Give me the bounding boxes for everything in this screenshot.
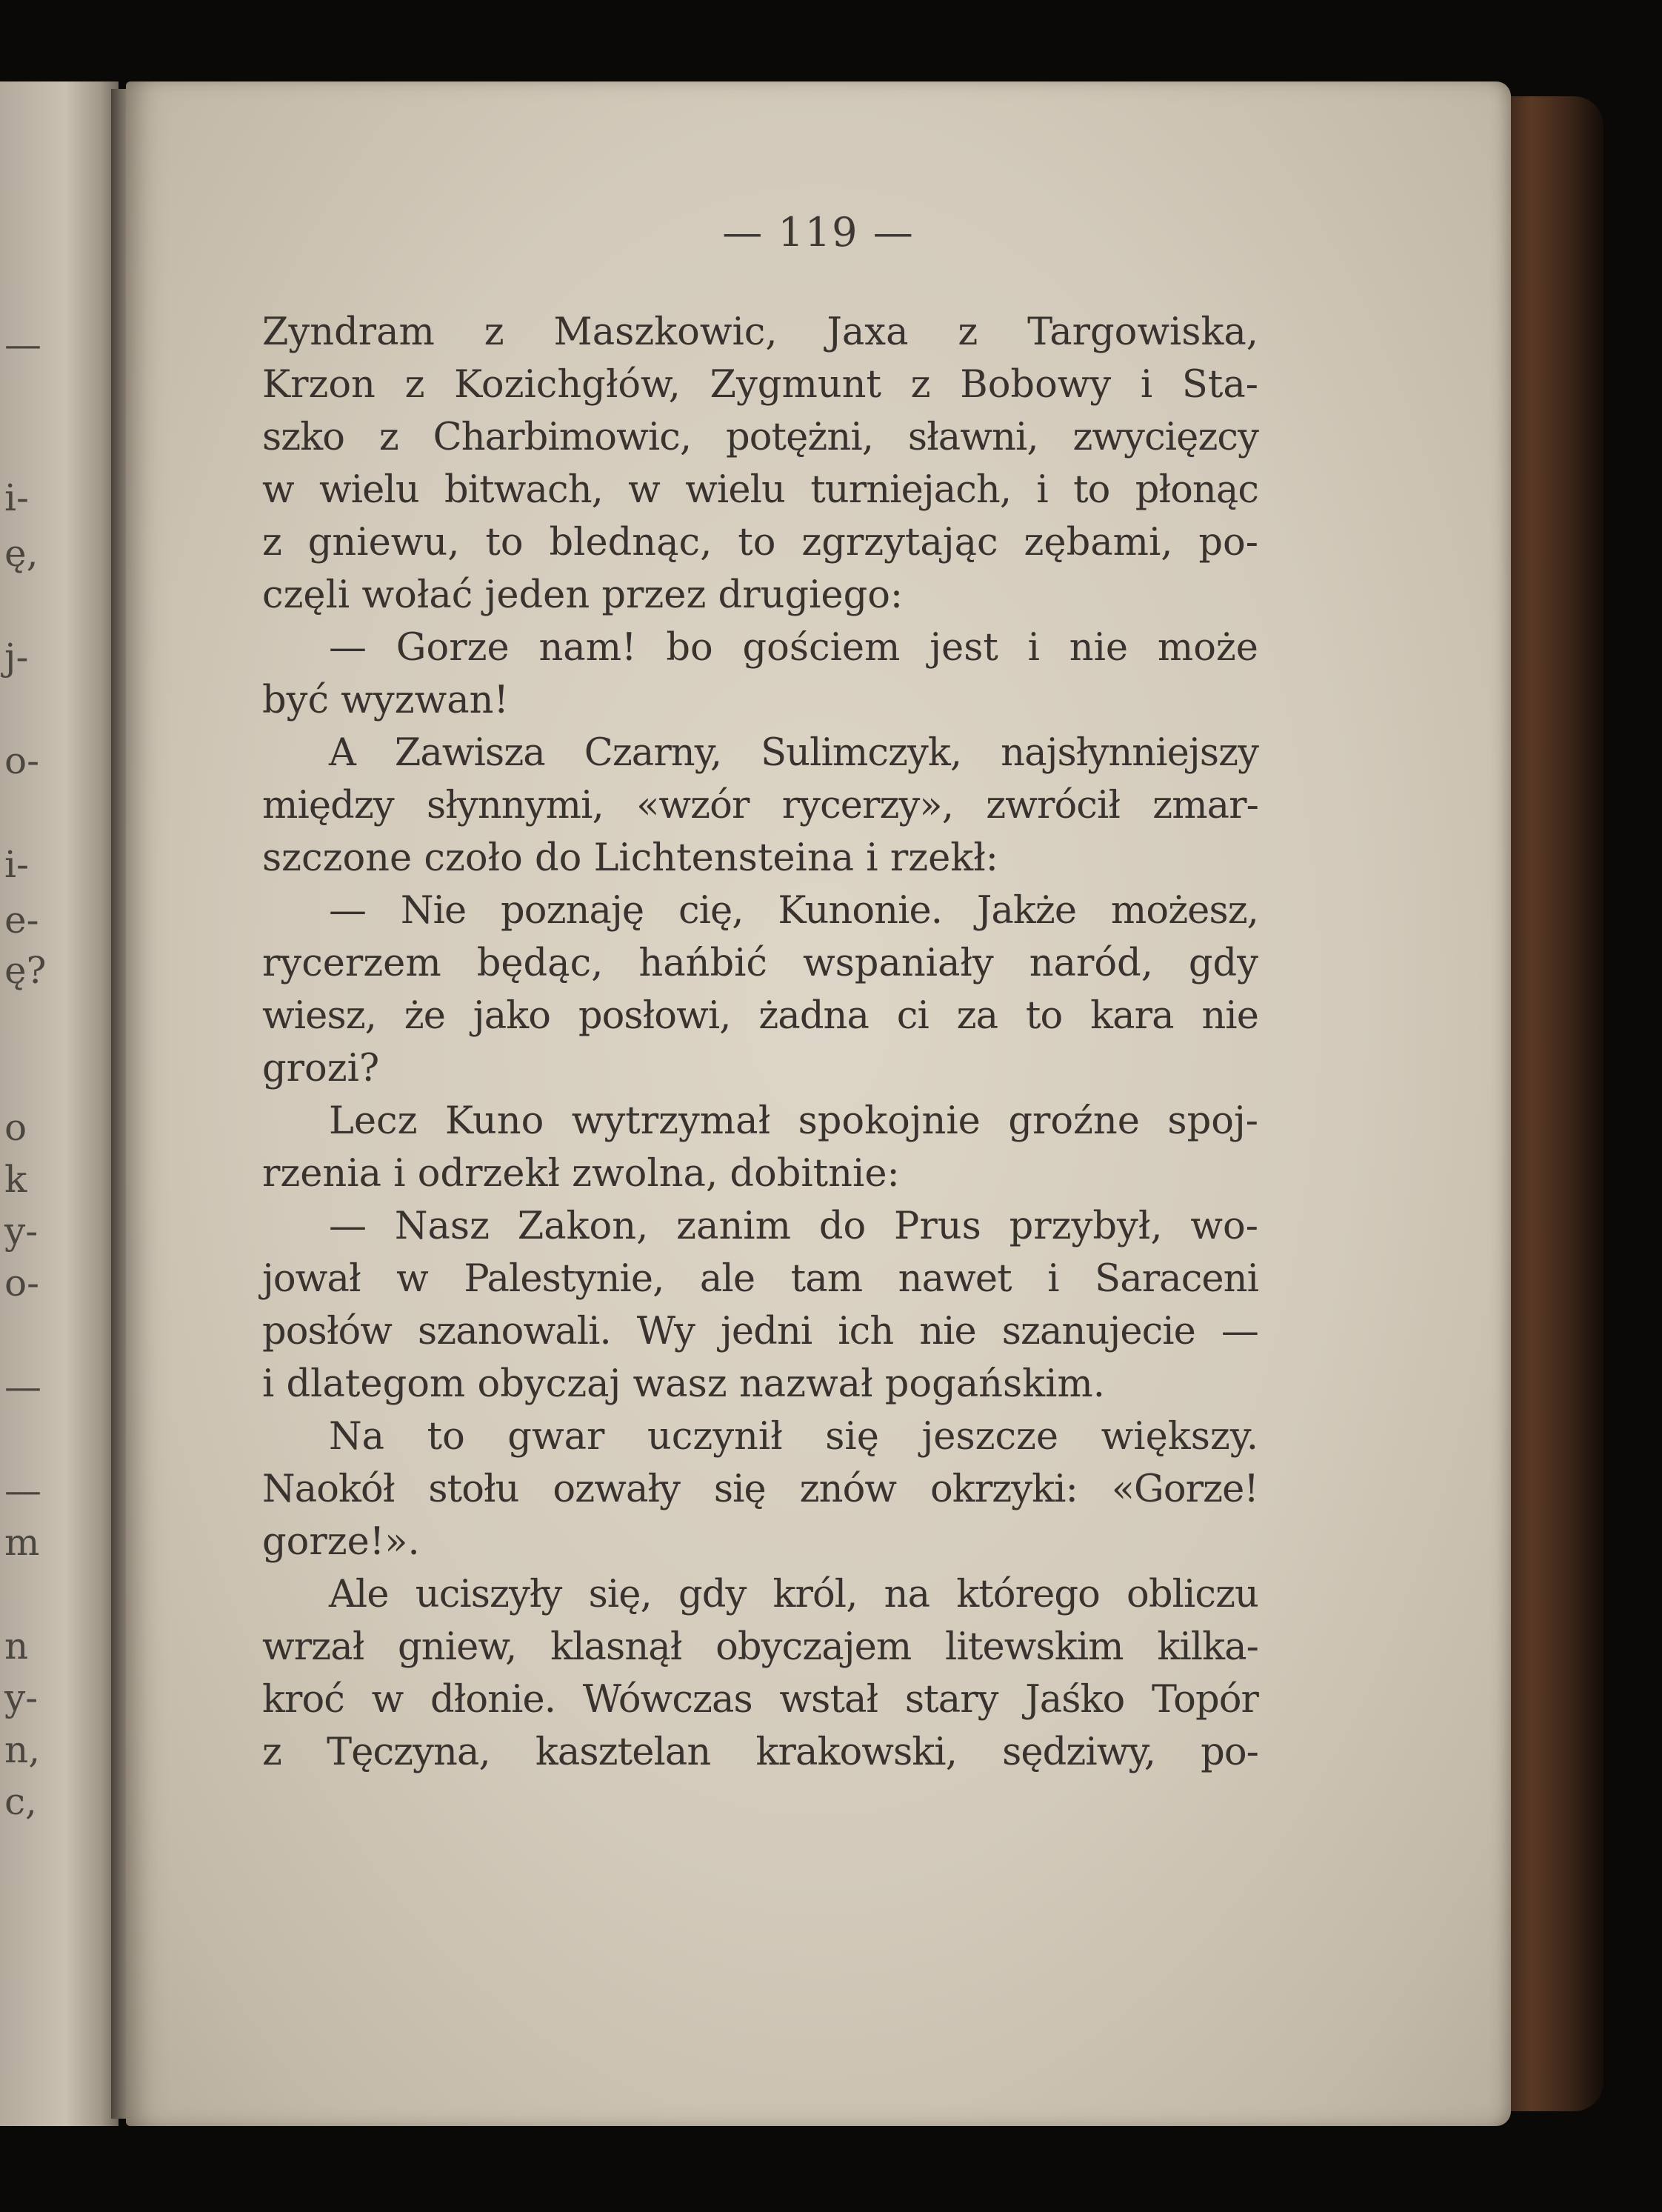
- text-line: — Nasz Zakon, zanim do Prus przybył, wo-: [329, 1205, 1258, 1248]
- text-line: Ale uciszyły się, gdy król, na którego obliczu: [329, 1573, 1258, 1616]
- book-page: [126, 81, 1511, 2126]
- text-line: Na to gwar uczynił się jeszcze większy.: [329, 1415, 1258, 1459]
- text-line: rycerzem będąc, hańbić wspaniały naród, gdy: [262, 942, 1258, 985]
- text-line: z gniewu, to blednąc, to zgrzytając zębami, po-: [262, 521, 1258, 564]
- text-line: jował w Palestynie, ale tam nawet i Saraceni: [262, 1257, 1258, 1301]
- previous-page-edge: [0, 81, 119, 2126]
- previous-page-fragment: i-: [4, 476, 29, 519]
- text-line: — Nie poznaję cię, Kunonie. Jakże możesz,: [329, 889, 1258, 933]
- text-line: kroć w dłonie. Wówczas wstał stary Jaśko Topór: [262, 1678, 1258, 1722]
- text-line: szczone czoło do Lichtensteina i rzekł:: [262, 836, 998, 880]
- text-line: A Zawisza Czarny, Sulimczyk, najsłynniejszy: [329, 731, 1258, 775]
- previous-page-fragment: m: [4, 1521, 40, 1564]
- previous-page-fragment: k: [4, 1158, 27, 1201]
- text-line: z Tęczyna, kasztelan krakowski, sędziwy, po-: [262, 1730, 1258, 1774]
- text-line: w wielu bitwach, w wielu turniejach, i to płonąc: [262, 468, 1258, 512]
- previous-page-fragment: y-: [4, 1210, 39, 1253]
- text-line: być wyzwan!: [262, 679, 509, 722]
- text-line: Naokół stołu ozwały się znów okrzyki: «Gorze!: [262, 1468, 1258, 1511]
- previous-page-fragment: —: [4, 323, 41, 366]
- previous-page-fragment: e-: [4, 899, 39, 942]
- previous-page-fragment: o: [4, 1106, 27, 1149]
- previous-page-fragment: o-: [4, 1262, 39, 1305]
- text-line: Lecz Kuno wytrzymał spokojnie groźne spoj-: [329, 1099, 1258, 1143]
- previous-page-fragment: c,: [4, 1780, 37, 1823]
- text-line: wiesz, że jako posłowi, żadna ci za to kara nie: [262, 994, 1258, 1038]
- previous-page-fragment: j-: [4, 636, 29, 679]
- text-line: szko z Charbimowic, potężni, sławni, zwycięzcy: [262, 416, 1258, 459]
- previous-page-fragment: i-: [4, 843, 29, 886]
- page-text: [262, 306, 1258, 1779]
- previous-page-fragment: y-: [4, 1676, 39, 1719]
- page-number: — 119 —: [722, 209, 915, 256]
- text-line: i dlategom obyczaj wasz nazwał pogańskim.: [262, 1362, 1105, 1406]
- text-line: Krzon z Kozichgłów, Zygmunt z Bobowy i Sta-: [262, 363, 1258, 407]
- text-line: wrzał gniew, klasnął obyczajem litewskim kilka-: [262, 1625, 1258, 1669]
- previous-page-fragment: ę,: [4, 532, 39, 575]
- previous-page-fragment: —: [4, 1365, 41, 1408]
- text-line: Zyndram z Maszkowic, Jaxa z Targowiska,: [262, 310, 1258, 354]
- text-line: rzenia i odrzekł zwolna, dobitnie:: [262, 1152, 900, 1196]
- text-line: — Gorze nam! bo gościem jest i nie może: [329, 626, 1258, 670]
- previous-page-fragment: —: [4, 1469, 41, 1512]
- previous-page-fragment: n: [4, 1625, 29, 1668]
- text-line: posłów szanowali. Wy jedni ich nie szanujecie —: [262, 1310, 1258, 1353]
- text-line: grozi?: [262, 1047, 380, 1090]
- text-line: gorze!».: [262, 1520, 420, 1564]
- text-line: między słynnymi, «wzór rycerzy», zwrócił zmar-: [262, 784, 1258, 827]
- previous-page-fragment: o-: [4, 739, 39, 782]
- previous-page-fragment: n,: [4, 1728, 41, 1771]
- text-line: częli wołać jeden przez drugiego:: [262, 573, 904, 617]
- previous-page-fragment: ę?: [4, 949, 47, 992]
